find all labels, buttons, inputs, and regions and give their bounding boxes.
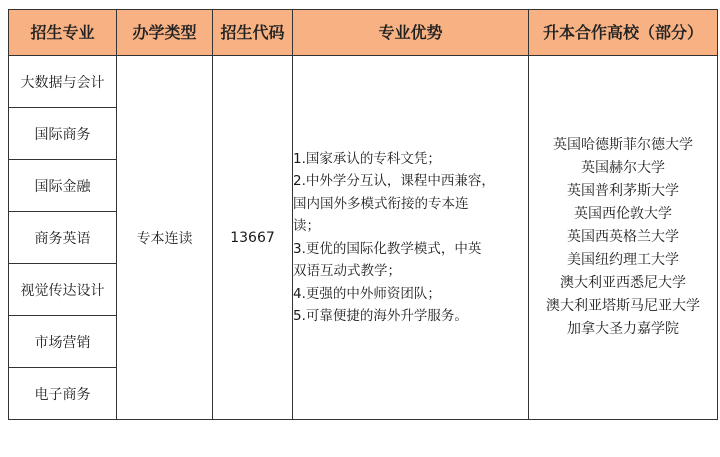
major-cell: 商务英语 — [9, 212, 117, 264]
partners-cell — [529, 56, 718, 420]
advantage-line: 双语互动式教学； — [293, 263, 401, 279]
partner-university: 美国纽约理工大学 — [567, 252, 679, 268]
major-cell: 电子商务 — [9, 368, 117, 420]
header-advantage: 专业优势 — [293, 10, 529, 56]
major-cell: 国际金融 — [9, 160, 117, 212]
enroll-code-cell: 13667 — [213, 56, 293, 420]
partner-university: 澳大利亚西悉尼大学 — [560, 275, 686, 291]
advantage-line: 3.更优的国际化教学模式，中英 — [293, 240, 482, 257]
advantages-cell — [293, 56, 529, 420]
major-cell: 市场营销 — [9, 316, 117, 368]
partner-university: 澳大利亚塔斯马尼亚大学 — [546, 298, 700, 314]
header-major: 招生专业 — [9, 10, 117, 56]
header-partners: 升本合作高校（部分） — [529, 10, 718, 56]
major-cell: 大数据与会计 — [9, 56, 117, 108]
partner-university: 英国普利茅斯大学 — [567, 183, 679, 199]
advantage-line: 5.可靠便捷的海外升学服务。 — [293, 308, 468, 324]
advantage-line: 2.中外学分互认，课程中西兼容， — [293, 173, 495, 189]
partner-university: 加拿大圣力嘉学院 — [567, 321, 679, 337]
partner-university: 英国哈德斯菲尔德大学 — [553, 137, 693, 153]
partner-university: 英国赫尔大学 — [581, 160, 665, 176]
advantage-line: 4.更强的中外师资团队； — [293, 285, 441, 302]
advantage-line: 读； — [293, 218, 320, 234]
advantage-line: 1.国家承认的专科文凭； — [293, 150, 441, 167]
school-type-cell: 专本连读 — [117, 56, 213, 420]
table-row — [9, 56, 718, 108]
major-cell: 国际商务 — [9, 108, 117, 160]
header-row — [9, 10, 718, 56]
advantage-line: 国内国外多模式衔接的专本连 — [293, 195, 469, 212]
major-cell: 视觉传达设计 — [9, 264, 117, 316]
header-type: 办学类型 — [117, 10, 213, 56]
admissions-table — [8, 9, 718, 420]
header-code: 招生代码 — [213, 10, 293, 56]
partner-university: 英国西伦敦大学 — [574, 206, 672, 222]
partner-university: 英国西英格兰大学 — [567, 229, 679, 245]
